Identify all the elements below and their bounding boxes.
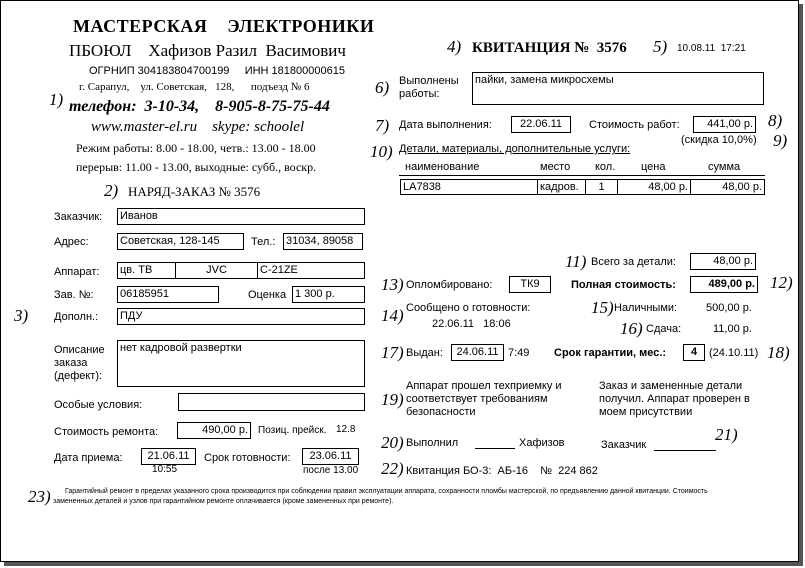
cash-label: Наличными: xyxy=(614,302,678,314)
device-model: C-21ZE xyxy=(260,264,298,276)
discount: (скидка 10,0%) xyxy=(681,134,757,146)
performer-signature-line xyxy=(475,448,515,449)
marker-20: 20) xyxy=(381,433,404,452)
sealed-field[interactable]: ТК9 xyxy=(509,276,551,293)
marker-12: 12) xyxy=(770,273,793,292)
customer-signature-label: Заказчик xyxy=(601,439,647,451)
work-cost-field[interactable]: 441,00 р. xyxy=(693,116,756,133)
marker-7: 7) xyxy=(375,116,390,135)
part-name: LA7838 xyxy=(401,180,538,194)
estimate-label: Оценка xyxy=(248,289,287,301)
change-label: Сдача: xyxy=(646,323,682,335)
warranty-label: Срок гарантии, мес.: xyxy=(554,347,667,359)
technical-check-text: Аппарат прошел техприемку и соответствует требованиям безопасности xyxy=(406,380,562,418)
conditions-field[interactable] xyxy=(178,393,365,411)
marker-19: 19) xyxy=(381,390,404,409)
company-phone: телефон: 3-10-34, 8-905-8-75-75-44 xyxy=(69,98,330,115)
ready-after: после 13.00 xyxy=(303,465,359,476)
ogrn-inn: ОГРНИП 304183804700199 ИНН 181800000615 xyxy=(89,65,345,77)
estimate-field[interactable]: 1 300 р. xyxy=(292,286,365,303)
marker-14: 14) xyxy=(381,306,404,325)
marker-22: 22) xyxy=(381,459,404,478)
full-cost-label: Полная стоимость: xyxy=(571,279,676,291)
part-price: 48,00 р. xyxy=(618,180,691,194)
serial-label: Зав. №: xyxy=(54,289,94,301)
issued-time: 7:49 xyxy=(508,347,530,359)
defect-label-1: Описание xyxy=(54,344,105,356)
customer-confirmation-text: Заказ и замененные детали получил. Аппарат проверен в моем присутствии xyxy=(599,380,750,418)
defect-label-3: (дефект): xyxy=(54,370,103,382)
owner-name: ПБОЮЛ Хафизов Разил Васимович xyxy=(69,41,346,60)
work-hours: Режим работы: 8.00 - 18.00, четв.: 13.00 - 18.00 xyxy=(76,141,316,155)
works-label-2: работы: xyxy=(399,88,440,100)
phone-label: Тел.: xyxy=(251,236,276,248)
marker-13: 13) xyxy=(381,275,404,294)
part-place: кадров. xyxy=(538,180,586,194)
marker-5: 5) xyxy=(653,37,668,56)
phone-field[interactable]: 31034, 89058 xyxy=(283,233,363,250)
marker-16: 16) xyxy=(620,319,643,338)
device-field[interactable] xyxy=(117,262,365,279)
parts-header-place: место xyxy=(540,161,571,173)
marker-10: 10) xyxy=(370,142,393,161)
marker-18: 18) xyxy=(767,343,790,362)
cash-value: 500,00 р. xyxy=(706,302,752,314)
marker-6: 6) xyxy=(375,78,390,97)
defect-label-2: заказа xyxy=(54,357,88,369)
device-type: цв. ТВ xyxy=(118,263,176,278)
marker-8: 8) xyxy=(768,111,783,130)
marker-11: 11) xyxy=(565,252,587,271)
parts-header-line xyxy=(399,175,765,176)
issued-date-field[interactable]: 24.06.11 xyxy=(451,344,504,361)
parts-header-sum: сумма xyxy=(708,161,741,173)
parts-row[interactable] xyxy=(400,179,765,195)
done-date-field[interactable]: 22.06.11 xyxy=(511,116,571,133)
address-label: Адрес: xyxy=(54,236,89,248)
marker-23: 23) xyxy=(28,487,51,506)
break-hours: перерыв: 11.00 - 13.00, выходные: субб., воскр. xyxy=(76,160,317,174)
date-in-label: Дата приема: xyxy=(54,452,123,464)
performer-name: Хафизов xyxy=(519,437,565,449)
warranty-footer-text: Гарантийный ремонт в пределах указанного срока производится при соблюдении правил эксплуатации аппарата, сохранности пломбы мастерской, по предъявлению данной квитанции. Стоимость замененных деталей и узлов при гарантийном ремонте оплачивается (кроме замененных при ремонте). xyxy=(53,488,708,505)
warranty-until: (24.10.11) xyxy=(709,347,759,359)
part-qty: 1 xyxy=(586,180,618,194)
ready-date-field[interactable]: 23.06.11 xyxy=(302,448,359,465)
device-brand: JVC xyxy=(176,263,258,278)
repair-cost-label: Стоимость ремонта: xyxy=(54,426,159,438)
work-cost-label: Стоимость работ: xyxy=(589,119,680,131)
order-title: НАРЯД-ЗАКАЗ № 3576 xyxy=(128,184,261,199)
receipt-datetime: 10.08.11 17:21 xyxy=(677,43,746,54)
defect-field[interactable]: нет кадровой развертки xyxy=(117,340,365,387)
time-in: 10:55 xyxy=(152,464,178,475)
notified-label: Сообщено о готовности: xyxy=(406,302,531,314)
company-web: www.master-el.ru skype: schoolel xyxy=(91,119,305,135)
bso-number: Квитанция БО-3: АБ-16 № 224 862 xyxy=(406,465,598,477)
marker-21: 21) xyxy=(715,425,738,444)
conditions-label: Особые условия: xyxy=(54,399,143,411)
customer-signature-line xyxy=(654,450,716,451)
company-name: МАСТЕРСКАЯ ЭЛЕКТРОНИКИ xyxy=(73,16,375,36)
marker-15: 15) xyxy=(591,298,614,317)
parts-header-price: цена xyxy=(641,161,666,173)
address-field[interactable]: Советская, 128-145 xyxy=(117,233,244,250)
price-position: 12.8 xyxy=(336,424,356,435)
notified-datetime: 22.06.11 18:06 xyxy=(432,318,511,330)
parts-header-name: наименование xyxy=(405,161,480,173)
parts-title: Детали, материалы, дополнительные услуги: xyxy=(399,143,631,155)
performer-label: Выполнил xyxy=(406,437,459,449)
company-address: г. Сарапул, ул. Советская, 128, подъезд № 6 xyxy=(79,81,310,93)
marker-2: 2) xyxy=(104,181,119,200)
works-field[interactable]: пайки, замена микросхемы xyxy=(472,72,764,105)
done-date-label: Дата выполнения: xyxy=(399,119,492,131)
device-label: Аппарат: xyxy=(54,266,100,278)
price-position-label: Позиц. прейск. xyxy=(258,425,327,436)
part-sum: 48,00 р. xyxy=(722,181,762,193)
serial-field[interactable]: 06185951 xyxy=(117,286,219,303)
customer-label: Заказчик: xyxy=(54,211,103,223)
extra-field[interactable]: ПДУ xyxy=(117,308,365,325)
receipt-title: КВИТАНЦИЯ № 3576 xyxy=(472,40,627,56)
marker-4: 4) xyxy=(447,37,462,56)
repair-cost-field[interactable]: 490,00 р. xyxy=(177,422,251,439)
marker-17: 17) xyxy=(381,343,404,362)
ready-label: Срок готовности: xyxy=(204,452,291,464)
marker-1: 1) xyxy=(49,90,64,109)
marker-3: 3) xyxy=(14,306,29,325)
parts-header-qty: кол. xyxy=(595,161,616,173)
customer-field[interactable]: Иванов xyxy=(117,208,365,225)
marker-9: 9) xyxy=(773,131,788,150)
parts-total-field[interactable]: 48,00 р. xyxy=(690,253,756,270)
sealed-label: Опломбировано: xyxy=(406,279,493,291)
works-label-1: Выполнены xyxy=(399,75,459,87)
change-value: 11,00 р. xyxy=(713,323,752,335)
extra-label: Дополн.: xyxy=(54,311,99,323)
full-cost-field[interactable]: 489,00 р. xyxy=(690,276,758,293)
warranty-field[interactable]: 4 xyxy=(683,344,705,361)
date-in-field[interactable]: 21.06.11 xyxy=(141,448,196,465)
parts-total-label: Всего за детали: xyxy=(591,256,676,268)
issued-label: Выдан: xyxy=(406,347,443,359)
